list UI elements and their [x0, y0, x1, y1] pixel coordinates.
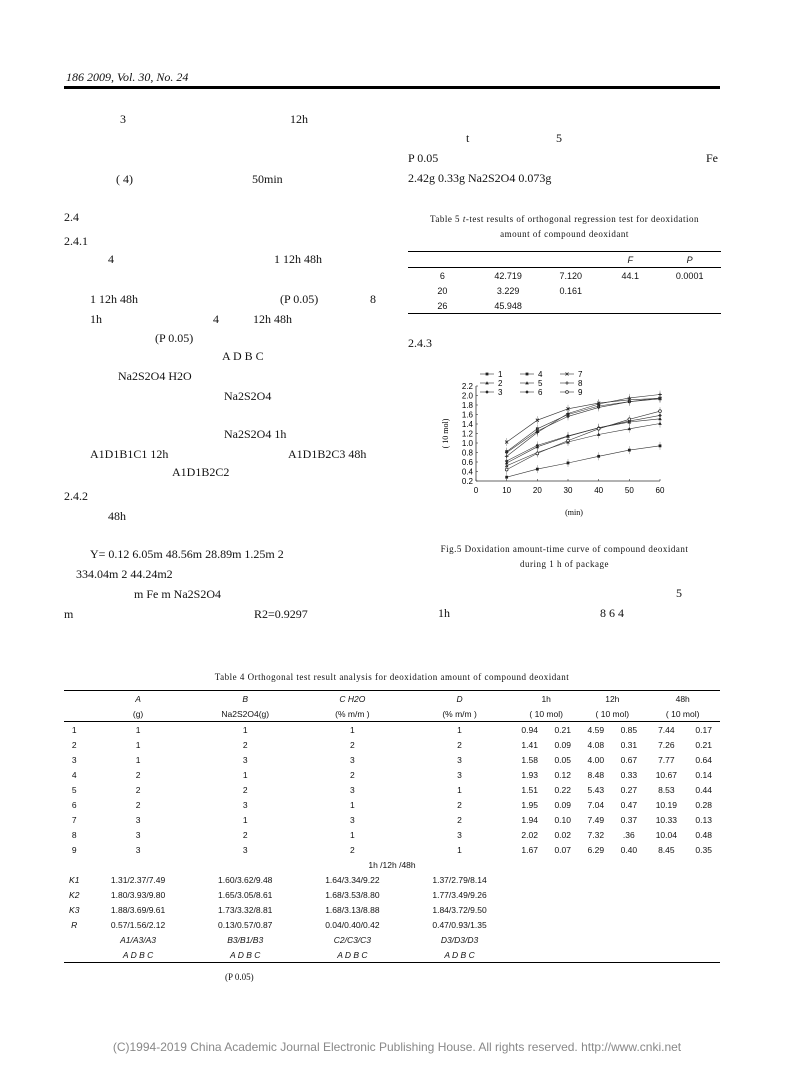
- table4-row-cell: 2: [135, 799, 141, 810]
- table4-row-cell: 7.77: [658, 754, 675, 765]
- x-tick-label: 60: [655, 486, 665, 495]
- table4-row: [64, 722, 720, 738]
- header-rule: [64, 86, 720, 89]
- table4-sub-row: [64, 932, 720, 947]
- y-tick-label: 0.6: [461, 458, 473, 467]
- series-9-point: [536, 452, 539, 455]
- table5-cell: 0.0001: [675, 270, 704, 281]
- y-tick-label: 1.4: [461, 420, 473, 429]
- table4-head1-cell: 1h: [513, 691, 579, 707]
- left-text-24: 48h: [108, 509, 126, 523]
- table4-row-cell: 1: [135, 754, 141, 765]
- table4-row-cell: 4.59: [587, 724, 605, 735]
- table4-row-cell: 0.02: [554, 829, 571, 840]
- table4-row-cell: 0.31: [620, 739, 638, 750]
- table4-row: [64, 752, 720, 767]
- table4-head1-cell: C H2O: [299, 691, 406, 707]
- legend-label-6: 6: [538, 388, 543, 397]
- table4-head2-cell: ( 10 mol): [579, 706, 645, 722]
- table5-cell: 7.120: [559, 270, 583, 281]
- table4-head2-cell: (g): [85, 706, 192, 722]
- table4-row-cell: 0.17: [695, 724, 712, 735]
- right-text-7: 5: [676, 586, 682, 600]
- right-text-8: 1h: [438, 606, 450, 620]
- series-line-7: [507, 398, 660, 442]
- table4-k-row-cell: 1.31/2.37/7.49: [110, 874, 166, 885]
- figure5-caption-line2: during 1 h of package: [520, 559, 609, 569]
- table4-row-cell: 8.48: [587, 769, 605, 780]
- table4-note: (P 0.05): [225, 972, 254, 982]
- table4-row-cell: 1.67: [521, 844, 538, 855]
- table4-k-row-cell: 1.84/3.72/9.50: [432, 904, 487, 915]
- table4-row: [64, 842, 720, 857]
- series-1-point: [659, 444, 662, 447]
- table5-caption-line2: amount of compound deoxidant: [500, 229, 629, 239]
- table4-k-row: [64, 917, 720, 932]
- table5-cell: [602, 298, 658, 314]
- y-tick-label: 2.0: [461, 391, 473, 401]
- table4-head1-cell: A: [85, 691, 192, 707]
- table4-row-cell: 7.04: [587, 799, 605, 810]
- table4-head1: [64, 691, 720, 707]
- table4-row-cell: 0.09: [554, 739, 571, 750]
- table5-cell: 3.229: [496, 285, 520, 296]
- table4-row-cell: 3: [242, 799, 248, 810]
- table4-head2-cell: [64, 706, 85, 722]
- series-1-point: [597, 455, 600, 458]
- table4-head1-cell: [64, 691, 85, 707]
- legend-label-2: 2: [498, 379, 503, 388]
- table4-row-cell: 1.51: [521, 784, 538, 795]
- table5-header-cell: [539, 252, 602, 268]
- table4-row-cell: 2: [350, 844, 355, 855]
- table5-cell: 20: [437, 285, 448, 296]
- series-1-point: [628, 449, 631, 452]
- left-text-12: 1h: [90, 312, 102, 326]
- y-tick-label: 2.2: [461, 382, 473, 391]
- table4-row-cell: 9: [71, 844, 77, 855]
- right-text-6: 2.4.3: [408, 336, 432, 350]
- table4-row-cell: 0.94: [521, 724, 538, 735]
- table4-row-cell: 5: [71, 784, 77, 795]
- table4-k-row-cell: 0.13/0.57/0.87: [218, 919, 273, 930]
- left-text-17: Na2S2O4 H2O: [118, 369, 192, 383]
- table4-row-cell: 3: [71, 754, 77, 765]
- table4-row-cell: 1.41: [521, 739, 538, 750]
- series-1-point: [536, 468, 539, 471]
- table4-pad-cell: [513, 947, 720, 963]
- left-text-22: A1D1B2C2: [172, 465, 230, 479]
- table4-head2-cell: (% m/m ): [299, 706, 406, 722]
- table4-row: [64, 812, 720, 827]
- table4-order-row-cell: [64, 947, 85, 963]
- left-text-14: 12h 48h: [253, 312, 292, 326]
- table5-row: [408, 268, 721, 284]
- table4-row-cell: 0.21: [695, 739, 712, 750]
- left-text-9: 1 12h 48h: [90, 292, 138, 306]
- table4-k-row: [64, 902, 720, 917]
- page-footer: (C)1994-2019 China Academic Journal Electronic Publishing House. All rights reserved. http://www.cnki.net: [112, 1040, 682, 1054]
- table4-sub-row-cell: C2/C3/C3: [333, 934, 372, 945]
- left-text-25: Y= 0.12 6.05m 48.56m 28.89m 1.25m 2: [90, 547, 284, 561]
- table4-row-cell: 1.94: [521, 814, 538, 825]
- right-text-2: 5: [556, 131, 562, 145]
- left-text-19: Na2S2O4 1h: [224, 427, 287, 441]
- table4-row-cell: 2: [457, 799, 462, 810]
- left-text-21: A1D1B2C3 48h: [288, 447, 367, 461]
- table4-k-row-cell: 1.68/3.13/8.88: [325, 904, 380, 915]
- table4-row-cell: 1: [242, 814, 248, 825]
- figure5-caption: Fig.5 Doxidation amount-time curve of compound deoxidant: [440, 544, 689, 554]
- table4: [64, 690, 720, 963]
- table5-row: [408, 283, 721, 298]
- table4-row-cell: 1: [135, 739, 141, 750]
- table4-row: [64, 827, 720, 842]
- left-text-27: m Fe m Na2S2O4: [134, 587, 221, 601]
- table4-head1-cell: 12h: [579, 691, 645, 707]
- table5-header-cell: [408, 252, 477, 268]
- left-text-3: ( 4): [116, 172, 133, 186]
- table4-row-cell: 2: [242, 739, 248, 750]
- table4-sub-row-cell: A1/A3/A3: [120, 934, 157, 945]
- left-text-6: 2.4.1: [64, 234, 88, 248]
- table4-row-cell: 0.85: [620, 724, 638, 735]
- table4-row-cell: 0.47: [620, 799, 638, 810]
- x-tick-label: 10: [502, 486, 512, 495]
- table4-row-cell: 2: [242, 784, 248, 795]
- table4-row-cell: 2.02: [521, 829, 538, 840]
- table4-row-cell: 0.28: [695, 799, 712, 810]
- table4-row-cell: 2: [135, 784, 141, 795]
- table4-sub-row-cell: [64, 932, 85, 947]
- table5-cell: [658, 283, 721, 298]
- table5-header-cell: P: [658, 252, 721, 268]
- table4-row-cell: 1.93: [521, 769, 538, 780]
- x-axis-label: (min): [565, 508, 583, 517]
- table4-row-cell: 0.21: [554, 724, 571, 735]
- y-tick-label: 1.2: [461, 429, 473, 439]
- table4-head1-cell: D: [406, 691, 513, 707]
- table4-row-cell: 8: [71, 829, 77, 840]
- series-9-point: [597, 427, 600, 430]
- legend-marker-4: [526, 373, 529, 376]
- table4-row-cell: 1: [457, 784, 462, 795]
- table4-k-row-cell: K1: [69, 874, 80, 885]
- table4-row-cell: 0.14: [695, 769, 712, 780]
- table5-cell: 26: [408, 298, 477, 314]
- table5-caption-line1: -test results of orthogonal regression test for deoxidation: [465, 214, 700, 224]
- y-axis-label: ( 10 mol): [441, 418, 450, 449]
- table4-row-cell: 3: [350, 784, 355, 795]
- table4-row-cell: 3: [457, 829, 462, 840]
- table4-row-cell: 7.49: [587, 814, 605, 825]
- table4-row-cell: 7: [71, 814, 77, 825]
- table4-k-row: [64, 887, 720, 902]
- table4-pad-cell: [513, 887, 720, 902]
- table4-row-cell: 2: [457, 814, 462, 825]
- series-line-4: [507, 399, 660, 452]
- legend-marker-1: [486, 373, 489, 376]
- series-9-point: [567, 439, 570, 442]
- table4-head2-cell: ( 10 mol): [645, 706, 720, 722]
- table4-k-row-cell: 1.60/3.62/9.48: [218, 874, 273, 885]
- legend-label-3: 3: [498, 388, 503, 397]
- table5-header-cell: [477, 252, 540, 268]
- table4-row-cell: 0.40: [620, 844, 638, 855]
- left-text-16: A D B C: [222, 349, 264, 363]
- table4-row-cell: 0.64: [695, 754, 712, 765]
- table4-row-cell: 3: [457, 769, 462, 780]
- table4-k-row-cell: 1.65/3.05/8.61: [218, 889, 273, 900]
- series-5-point: [505, 461, 509, 464]
- table5-header-cell: F: [602, 252, 658, 268]
- table4-row-cell: 0.48: [695, 829, 712, 840]
- series-5-point: [658, 417, 662, 420]
- table4-k-row-cell: 1.88/3.69/9.61: [110, 904, 166, 915]
- table4-row-cell: 0.09: [554, 799, 571, 810]
- table4-row-cell: 0.10: [554, 814, 571, 825]
- left-text-10: (P 0.05): [280, 292, 319, 306]
- table4-sub-row-cell: D3/D3/D3: [440, 934, 479, 945]
- legend-marker-9: [566, 391, 569, 394]
- right-text-1: t: [466, 131, 470, 145]
- table4-k-row-cell: 1.77/3.49/9.26: [432, 889, 487, 900]
- table5-row: [408, 298, 721, 314]
- legend-label-4: 4: [538, 370, 543, 379]
- left-text-13: 4: [213, 312, 219, 326]
- table4-row-cell: 1.58: [521, 754, 538, 765]
- table4-k-row-cell: 1.37/2.79/8.14: [432, 874, 487, 885]
- right-text-4: Fe: [706, 151, 718, 165]
- table4-row-cell: 4.00: [587, 754, 605, 765]
- table4-pad-cell: [513, 932, 720, 947]
- legend-label-8: 8: [578, 379, 583, 388]
- table4-head2: [64, 706, 720, 722]
- table4-k-row-cell: 0.47/0.93/1.35: [432, 919, 487, 930]
- table4-head1-cell: B: [192, 691, 299, 707]
- table5-cell: [602, 283, 658, 298]
- table4-row-cell: 10.19: [655, 799, 677, 810]
- table5-cell: 6: [439, 270, 445, 281]
- table4-row-cell: .36: [622, 829, 635, 840]
- table5-cell: [539, 298, 602, 314]
- table4-row-cell: 5.43: [587, 784, 605, 795]
- table4-row-cell: 8.45: [658, 844, 675, 855]
- table4-k-row-cell: R: [71, 919, 78, 930]
- table4-row-cell: 1: [350, 829, 355, 840]
- table4-head2-cell: (% m/m ): [406, 706, 513, 722]
- table5-caption-italic: t: [462, 214, 466, 224]
- table4-row-cell: 8.53: [658, 784, 675, 795]
- table5-caption: [408, 214, 721, 224]
- series-8-point: [658, 393, 662, 397]
- series-9-point: [505, 468, 508, 471]
- table4-row-cell: 7.26: [658, 739, 675, 750]
- table4-pad-cell: [513, 902, 720, 917]
- x-tick-label: 20: [532, 486, 542, 495]
- table4-k-row-cell: 1.73/3.32/8.81: [218, 904, 273, 915]
- table5: [408, 251, 721, 314]
- y-tick-label: 0.8: [461, 448, 473, 458]
- table4-mid-label: 1h /12h /48h: [368, 859, 416, 870]
- left-text-4: 50min: [252, 172, 283, 186]
- table4-order-row-cell: A D B C: [192, 947, 299, 963]
- table4-row-cell: 1: [457, 844, 462, 855]
- table4-pad-cell: [513, 917, 720, 932]
- right-text-3: P 0.05: [408, 151, 439, 165]
- x-tick-label: 40: [594, 486, 604, 495]
- table4-row-cell: 1.95: [521, 799, 538, 810]
- table4-row-cell: 10.04: [655, 829, 677, 840]
- table4-row-cell: 2: [242, 829, 248, 840]
- table4-row-cell: 0.35: [695, 844, 712, 855]
- table4-k-row-cell: 0.57/1.56/2.12: [110, 919, 166, 930]
- left-text-28: m: [64, 607, 74, 621]
- table4-row-cell: 2: [135, 769, 141, 780]
- legend-label-5: 5: [538, 379, 543, 388]
- left-text-1: 3: [120, 112, 126, 126]
- table4-row-cell: 2: [457, 739, 462, 750]
- left-text-5: 2.4: [64, 210, 79, 224]
- x-tick-label: 0: [473, 486, 479, 495]
- table4-row-cell: 0.22: [554, 784, 571, 795]
- table4-row-cell: 1: [350, 724, 355, 735]
- table4-sub-row-cell: B3/B1/B3: [227, 934, 264, 945]
- table4-row-cell: 0.13: [695, 814, 712, 825]
- table5-cell: 45.948: [477, 298, 540, 314]
- table5-cell: 44.1: [621, 270, 639, 281]
- legend-label-1: 1: [498, 370, 503, 379]
- left-text-26: 334.04m 2 44.24m2: [76, 567, 173, 581]
- table4-row-cell: 4: [71, 769, 77, 780]
- table4-row-cell: 3: [242, 844, 248, 855]
- table4-k-row-cell: K3: [69, 904, 80, 915]
- y-tick-label: 1.0: [461, 439, 473, 448]
- table4-head1-cell: 48h: [645, 691, 720, 707]
- table4-row: [64, 782, 720, 797]
- table4-order-row: [64, 947, 720, 963]
- table4-row-cell: 3: [350, 754, 355, 765]
- table4-k-row-cell: K2: [69, 889, 80, 900]
- left-text-18: Na2S2O4: [224, 389, 272, 403]
- table4-row-cell: 2: [71, 739, 77, 750]
- table4-order-row-cell: A D B C: [299, 947, 406, 963]
- y-tick-label: 1.8: [461, 401, 473, 410]
- y-tick-label: 0.2: [461, 477, 473, 486]
- table5-caption-prefix: Table 5: [429, 214, 461, 224]
- table4-row-cell: 1: [135, 724, 141, 735]
- left-text-20: A1D1B1C1 12h: [90, 447, 169, 461]
- table5-cell: 42.719: [494, 270, 522, 281]
- table4-row-cell: 6: [71, 799, 77, 810]
- table4-row-cell: 3: [350, 814, 355, 825]
- table4-row-cell: 3: [135, 829, 141, 840]
- table4-row-cell: 0.05: [554, 754, 571, 765]
- right-text-5: 2.42g 0.33g Na2S2O4 0.073g: [408, 171, 552, 185]
- y-tick-label: 1.6: [461, 410, 473, 420]
- table4-row-cell: 10.67: [655, 769, 677, 780]
- legend-label-9: 9: [578, 388, 583, 397]
- left-text-11: 8: [370, 292, 376, 306]
- table4-row-cell: 1: [242, 769, 248, 780]
- table4-row-cell: 1: [71, 724, 77, 735]
- legend-marker-8: [565, 381, 569, 385]
- table4-row-cell: 2: [350, 769, 355, 780]
- table4-k-row-cell: 1.64/3.34/9.22: [325, 874, 380, 885]
- table4-row: [64, 767, 720, 782]
- left-text-15: (P 0.05): [155, 331, 194, 345]
- table4-row: [64, 797, 720, 812]
- table4-row-cell: 3: [242, 754, 248, 765]
- table4-row-cell: 3: [135, 844, 141, 855]
- table4-row-cell: 7.44: [658, 724, 675, 735]
- series-8-point: [628, 396, 632, 400]
- table4-row-cell: 4.08: [587, 739, 605, 750]
- table4-row-cell: 0.44: [695, 784, 712, 795]
- left-text-29: R2=0.9297: [254, 607, 308, 621]
- table4-row-cell: 0.33: [620, 769, 638, 780]
- table5-cell: 0.161: [559, 285, 583, 296]
- table4-row-cell: 1: [242, 724, 248, 735]
- x-tick-label: 30: [563, 486, 573, 495]
- table4-k-row: [64, 872, 720, 887]
- table5-cell: [658, 298, 721, 314]
- table4-row-cell: 3: [135, 814, 141, 825]
- table4-row-cell: 0.67: [620, 754, 638, 765]
- table4-caption: Table 4 Orthogonal test result analysis for deoxidation amount of compound deoxidant: [214, 672, 570, 682]
- table4-row-cell: 7.32: [587, 829, 605, 840]
- figure5-chart: [408, 360, 721, 520]
- x-tick-label: 50: [624, 486, 634, 495]
- table4-row-cell: 3: [457, 754, 462, 765]
- table4-k-row-cell: 1.68/3.53/8.80: [325, 889, 380, 900]
- legend-marker-6: [525, 390, 529, 394]
- series-1-point: [567, 462, 570, 465]
- table4-k-row-cell: 0.04/0.40/0.42: [325, 919, 380, 930]
- table4-row-cell: 0.37: [620, 814, 638, 825]
- series-9-point: [628, 418, 631, 421]
- series-1-point: [505, 476, 508, 479]
- table4-row-cell: 6.29: [587, 844, 605, 855]
- table4-row-cell: 10.33: [655, 814, 677, 825]
- table4-row-cell: 2: [350, 739, 355, 750]
- table4-row-cell: 1: [350, 799, 355, 810]
- y-tick-label: 0.4: [461, 467, 473, 477]
- table4-row-cell: 1: [457, 724, 462, 735]
- table4-row: [64, 737, 720, 752]
- table4-pad-cell: [513, 872, 720, 887]
- legend-label-7: 7: [578, 370, 583, 379]
- table4-order-row-cell: A D B C: [85, 947, 192, 963]
- table4-k-row-cell: 1.80/3.93/9.80: [110, 889, 166, 900]
- table4-head2-cell: Na2S2O4(g): [192, 706, 299, 722]
- left-text-8: 1 12h 48h: [274, 252, 322, 266]
- left-text-23: 2.4.2: [64, 489, 88, 503]
- table4-head2-cell: ( 10 mol): [513, 706, 579, 722]
- legend-marker-3: [485, 390, 489, 394]
- series-9-point: [659, 410, 662, 413]
- running-header: 186 2009, Vol. 30, No. 24: [66, 70, 189, 84]
- left-text-7: 4: [108, 252, 114, 266]
- right-text-9: 8 6 4: [600, 606, 624, 620]
- table4-row-cell: 0.27: [620, 784, 638, 795]
- table4-order-row-cell: A D B C: [406, 947, 513, 963]
- left-text-2: 12h: [290, 112, 308, 126]
- table4-row-cell: 0.12: [554, 769, 571, 780]
- table4-row-cell: 0.07: [554, 844, 571, 855]
